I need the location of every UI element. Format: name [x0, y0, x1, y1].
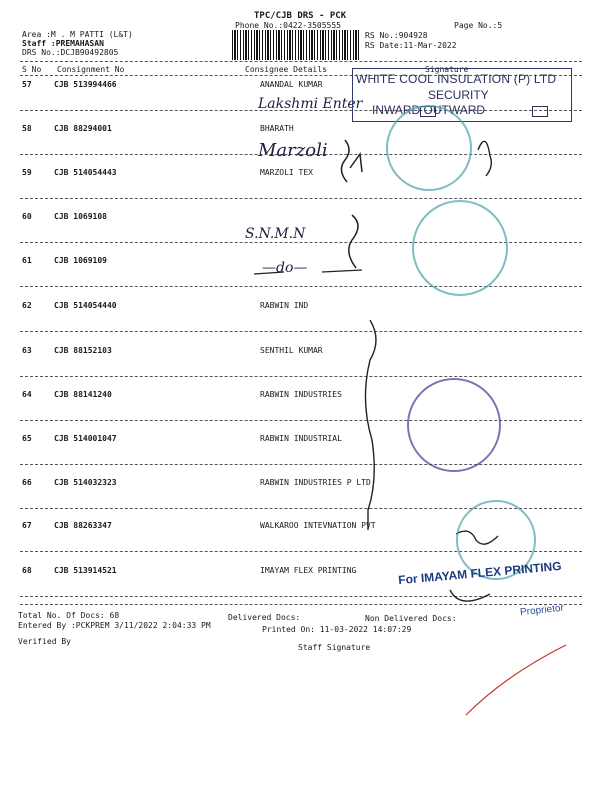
phone-number: Phone No.:0422-3505555 — [235, 21, 341, 30]
outward-checkbox — [532, 106, 548, 117]
row-sno: 61 — [22, 256, 32, 265]
delivered-docs: Delivered Docs: — [228, 613, 301, 622]
row-consignee: SENTHIL KUMAR — [260, 346, 323, 355]
row-consignee: ANANDAL KUMAR — [260, 80, 323, 89]
document-title: TPC/CJB DRS - PCK — [254, 11, 347, 21]
column-consignee: Consignee Details — [245, 65, 327, 74]
row-consignment: CJB 514054440 — [54, 301, 117, 310]
row-consignment: CJB 88141240 — [54, 390, 112, 399]
column-consignment: Consignment No — [57, 65, 125, 74]
rs-date: RS Date:11-Mar-2022 — [365, 41, 457, 50]
drs-number: DRS No.:DCJB90492805 — [22, 48, 119, 57]
handwritten-signature-58: Marzoli — [258, 140, 328, 161]
row-sno: 59 — [22, 168, 32, 177]
staff-label: Staff :PREMAHASAN — [22, 39, 104, 48]
imayam-stamp: For IMAYAM FLEX PRINTING — [397, 558, 563, 588]
row-consignment: CJB 514054443 — [54, 168, 117, 177]
column-sno: S No — [22, 65, 42, 74]
row-consignment: CJB 88263347 — [54, 521, 112, 530]
handwritten-signature-61: —do— — [262, 260, 308, 276]
row-consignment: CJB 514032323 — [54, 478, 117, 487]
row-sno: 57 — [22, 80, 32, 89]
row-sno: 68 — [22, 566, 32, 575]
row-sno: 67 — [22, 521, 32, 530]
printed-on: Printed On: 11-03-2022 14:07:29 — [262, 625, 412, 634]
total-docs: Total No. Of Docs: 68 — [18, 611, 120, 620]
round-seal-1 — [386, 105, 472, 191]
round-seal-2 — [412, 200, 508, 296]
row-consignee: MARZOLI TEX — [260, 168, 313, 177]
company-stamp-inout: INWARD OUTWARD — [372, 103, 486, 117]
row-consignment: CJB 88152103 — [54, 346, 112, 355]
company-stamp-name: WHITE COOL INSULATION (P) LTD — [356, 72, 557, 86]
row-consignment: CJB 88294001 — [54, 124, 112, 133]
row-consignee: BHARATH — [260, 124, 294, 133]
row-sno: 60 — [22, 212, 32, 221]
verified-by: Verified By — [18, 637, 71, 646]
row-sno: 58 — [22, 124, 32, 133]
row-sno: 62 — [22, 301, 32, 310]
row-consignment: CJB 513914521 — [54, 566, 117, 575]
staff-signature: Staff Signature — [298, 643, 371, 652]
rs-number: RS No.:904928 — [365, 31, 428, 40]
row-consignment: CJB 1069109 — [54, 256, 107, 265]
column-signature: Signature — [425, 65, 469, 74]
round-seal-3 — [407, 378, 501, 472]
row-consignment: CJB 1069108 — [54, 212, 107, 221]
row-consignee: WALKAROO INTEVNATION PVT — [260, 521, 376, 530]
row-consignment: CJB 514001047 — [54, 434, 117, 443]
row-consignment: CJB 513994466 — [54, 80, 117, 89]
row-consignee: RABWIN IND — [260, 301, 309, 310]
handwritten-signature-60: S.N.M.N — [245, 226, 306, 242]
row-consignee: RABWIN INDUSTRIES P LTD — [260, 478, 371, 487]
company-stamp-security: SECURITY — [428, 88, 489, 102]
entered-by: Entered By :PCKPREM 3/11/2022 2:04:33 PM — [18, 621, 211, 630]
row-sno: 63 — [22, 346, 32, 355]
page-number: Page No.:5 — [454, 21, 503, 30]
area-label: Area :M . M PATTI (L&T) — [22, 30, 133, 39]
row-consignee: RABWIN INDUSTRIES — [260, 390, 342, 399]
proprietor-stamp: Proprietor — [519, 602, 565, 619]
row-sno: 66 — [22, 478, 32, 487]
row-consignee: RABWIN INDUSTRIAL — [260, 434, 342, 443]
non-delivered-docs: Non Delivered Docs: — [365, 614, 457, 623]
row-sno: 64 — [22, 390, 32, 399]
row-sno: 65 — [22, 434, 32, 443]
footer-divider — [20, 604, 582, 605]
row-consignee: IMAYAM FLEX PRINTING — [260, 566, 357, 575]
handwritten-signature-57: Lakshmi Enter — [258, 96, 363, 112]
